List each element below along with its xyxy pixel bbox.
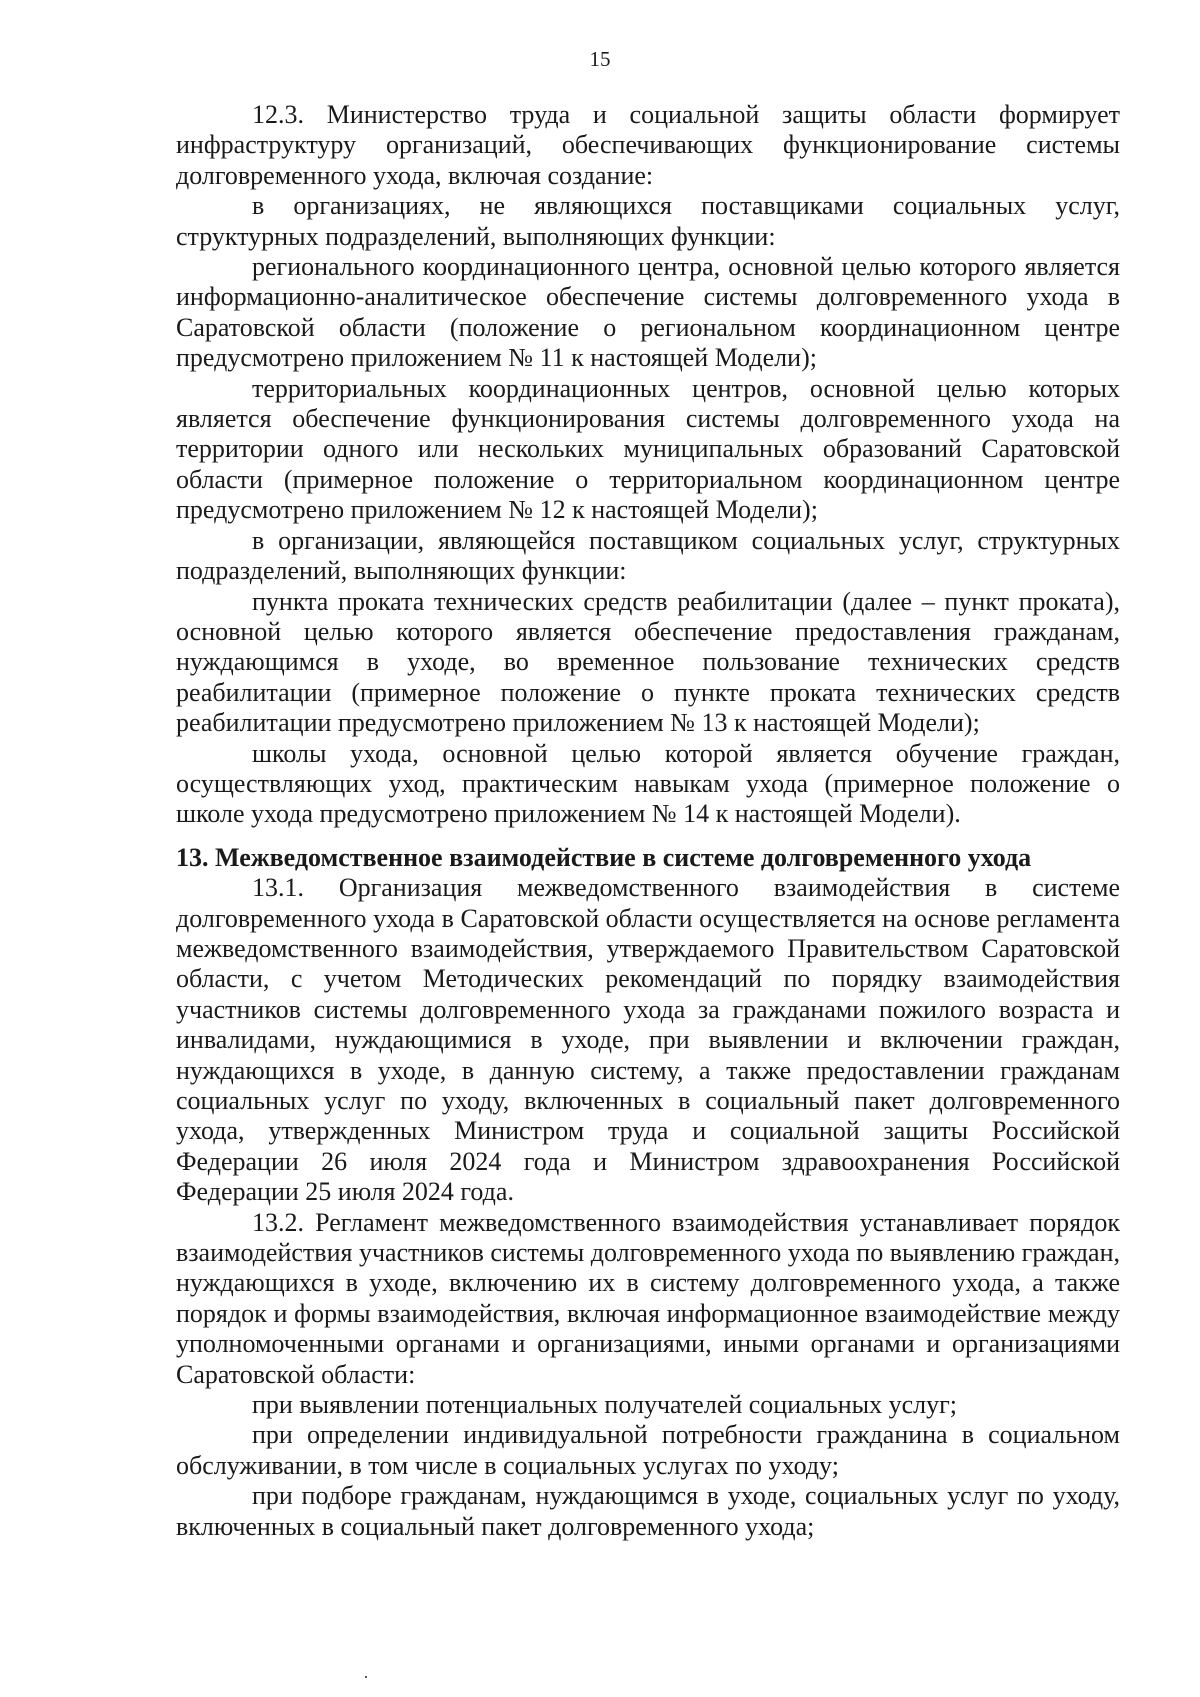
paragraph-provider-organization: в организации, являющейся поставщиком социальных услуг, структурных подразделений, выполняющих функции:	[176, 525, 1120, 586]
paragraph-territorial-centers: территориальных координационных центров, основной целью которых является обеспечение функционирования системы долговременного ухода на территории одного или нескольких муниципальных образований Саратовской области (примерное положение о территориальном координационном центре предусмотрено приложением № 12 к настоящей Модели);	[176, 373, 1120, 525]
list-item-service-selection: при подборе гражданам, нуждающимся в уходе, социальных услуг по уходу, включенных в социальный пакет долговременного ухода;	[176, 1481, 1120, 1541]
paragraph-care-school: школы ухода, основной целью которой является обучение граждан, осуществляющих уход, практическим навыкам ухода (примерное положение о школе ухода предусмотрено приложением № 14 к настоящей Модели).	[176, 738, 1120, 829]
paragraph-non-providers: в организациях, не являющихся поставщиками социальных услуг, структурных подразделений, выполняющих функции:	[176, 191, 1120, 251]
list-item-identification: при выявлении потенциальных получателей социальных услуг;	[252, 1390, 957, 1420]
scan-speck	[365, 1676, 367, 1678]
paragraph-13-1: 13.1. Организация межведомственного взаимодействия в системе долговременного ухода в Саратовской области осуществляется на основе регламента межведомственного взаимодействия, утверждаемого Правительством Саратовской области, с учетом Методических рекомендаций по порядку взаимодействия участников системы долговременного ухода за гражданами пожилого возраста и инвалидами, нуждающимися в уходе, при выявлении и включении граждан, нуждающихся в уходе, в данную систему, а также предоставлении гражданам социальных услуг по уходу, включенных в социальный пакет долговременного ухода, утвержденных Министром труда и социальной защиты Российской Федерации 26 июля 2024 года и Министром здравоохранения Российской Федерации 25 июля 2024 года.	[176, 873, 1120, 1207]
document-body	[176, 100, 1120, 1542]
paragraph-12-3: 12.3. Министерство труда и социальной защиты области формирует инфраструктуру организаций, обеспечивающих функционирование системы долговременного ухода, включая создание:	[176, 100, 1120, 190]
paragraph-rental-point: пункта проката технических средств реабилитации (далее – пункт проката), основной целью которого является обеспечение предоставления гражданам, нуждающимся в уходе, во временное пользование технических средств реабилитации (примерное положение о пункте проката технических средств реабилитации предусмотрено приложением № 13 к настоящей Модели);	[176, 586, 1120, 738]
section-heading-13: 13. Межведомственное взаимодействие в системе долговременного ухода	[176, 842, 1032, 872]
paragraph-regional-center: регионального координационного центра, основной целью которого является информационно-аналитическое обеспечение системы долговременного ухода в Саратовской области (положение о региональном координационном центре предусмотрено приложением № 11 к настоящей Модели);	[176, 252, 1120, 373]
page-number: 15	[589, 47, 611, 71]
list-item-needs-assessment: при определении индивидуальной потребности гражданина в социальном обслуживании, в том числе в социальных услугах по уходу;	[176, 1420, 1120, 1480]
paragraph-13-2: 13.2. Регламент межведомственного взаимодействия устанавливает порядок взаимодействия участников системы долговременного ухода по выявлению граждан, нуждающихся в уходе, включению их в систему долговременного ухода, а также порядок и формы взаимодействия, включая информационное взаимодействие между уполномоченными органами и организациями, иными органами и организациями Саратовской области:	[176, 1207, 1120, 1389]
